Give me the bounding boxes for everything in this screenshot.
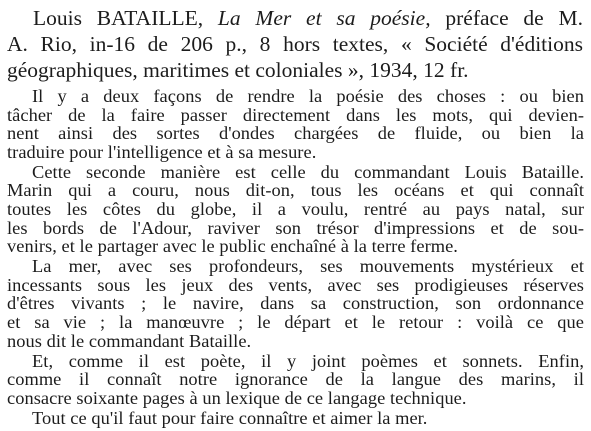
body-line: nent ainsi des sortes d'ondes chargées de fluide, ou bien la (7, 123, 584, 144)
body-line: d'êtres vivants ; le navire, dans sa construction, son ordonnance (7, 293, 584, 314)
body-line: tâcher de la faire passer directement dans les mots, qui devien- (7, 104, 584, 125)
body-line: consacre soixante pages à un lexique de ce langage technique. (7, 387, 467, 408)
body-line: incessants sous les jeux des vents, avec ses prodigieuses réserves (7, 274, 584, 295)
body-line: Et, comme il est poète, il y joint poèmes et sonnets. Enfin, (32, 350, 584, 371)
body-line: comme il connaît notre ignorance de la langue des marins, il (7, 369, 584, 390)
body-line: venirs, et le partager avec le public enchaîné à la terre ferme. (7, 236, 458, 257)
body-line: les bords de l'Adour, raviver son trésor d'impressions et de sou- (7, 217, 584, 238)
citation-title: La Mer et sa poésie, (217, 6, 431, 30)
body-line: Tout ce qu'il faut pour faire connaître et aimer la mer. (32, 407, 428, 428)
body-line: Marin qui a couru, nous dit-on, tous les océans et qui connaît (7, 180, 584, 201)
citation-line-1 (0, 6, 591, 30)
body-line: nous dit le commandant Bataille. (7, 330, 252, 351)
citation-line-3: géographiques, maritimes et coloniales », 1934, 12 fr. (7, 58, 469, 82)
body-line: Cette seconde manière est celle du commandant Louis Bataille. (32, 161, 584, 182)
body-line: toutes les côtes du globe, il a voulu, rentré au pays natal, sur (7, 199, 584, 219)
citation-line-2: A. Rio, in-16 de 206 p., 8 hors textes, « Société d'éditions (7, 32, 583, 56)
citation-line-1-rest: préface de M. (445, 6, 583, 30)
body-line: traduire pour l'intelligence et à sa mesure. (7, 141, 317, 162)
citation-author: Louis BATAILLE, (33, 6, 204, 30)
body-line: et sa vie ; la manœuvre ; le départ et le retour : voilà ce que (7, 312, 584, 332)
body-line: La mer, avec ses profondeurs, ses mouvements mystérieux et (32, 256, 584, 277)
body-line: Il y a deux façons de rendre la poésie des choses : ou bien (32, 86, 584, 106)
